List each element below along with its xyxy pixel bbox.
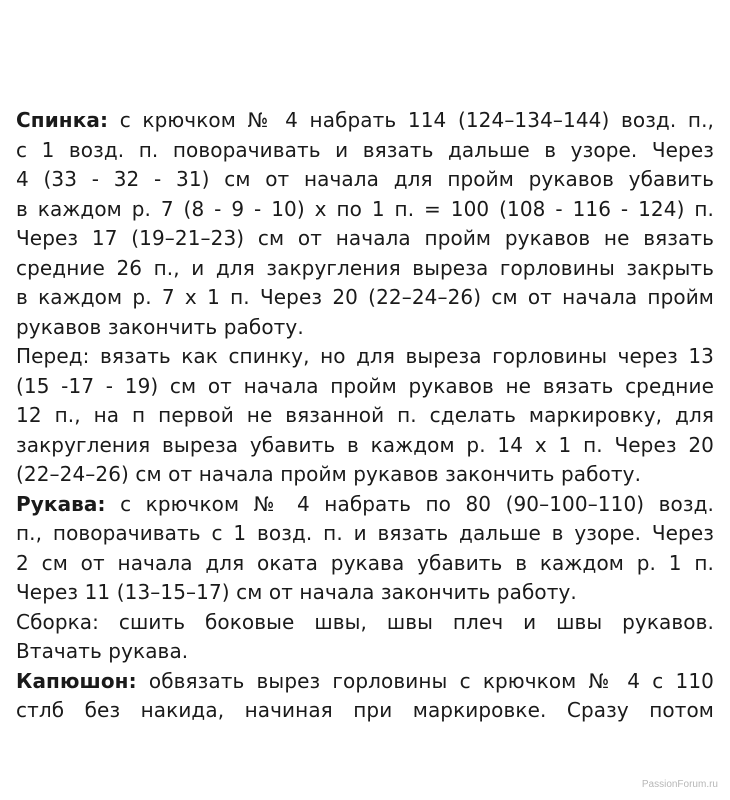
- paragraph-front: [16, 342, 714, 490]
- paragraph-back: [16, 106, 714, 342]
- text-line: средние 26 п., и для закругления выреза горловины закрыть: [16, 255, 714, 280]
- text-line: 4 (33 - 32 - 31) см от начала для пройм рукавов убавить: [16, 167, 714, 191]
- text-line: 12 п., на п первой не вязанной п. сделать маркировку, для: [16, 403, 714, 427]
- text-line: Сборка: сшить боковые швы, швы плеч и швы рукавов.: [16, 609, 714, 634]
- pattern-text: [16, 106, 714, 726]
- text-line: (15 -17 - 19) см от начала пройм рукавов не вязать средние: [16, 373, 714, 398]
- text-line: Капюшон: обвязать вырез горловины с крючком № 4 с 110: [16, 668, 714, 693]
- section-heading: Капюшон:: [16, 668, 137, 693]
- paragraph-assembly: [16, 608, 714, 667]
- text-line: в каждом р. 7 (8 - 9 - 10) х по 1 п. = 100 (108 - 116 - 124) п.: [16, 196, 714, 221]
- paragraph-sleeves: [16, 490, 714, 608]
- section-heading: Рукава:: [16, 491, 106, 516]
- text-line: Втачать рукава.: [16, 639, 189, 663]
- text-line: Перед: вязать как спинку, но для выреза горловины через 13: [16, 344, 714, 368]
- text-line: Через 11 (13–15–17) см от начала закончить работу.: [16, 580, 577, 604]
- text-line: закругления выреза убавить в каждом р. 14 х 1 п. Через 20: [16, 432, 714, 457]
- text-line: 2 см от начала для оката рукава убавить в каждом р. 1 п.: [16, 550, 714, 575]
- text-line: Через 17 (19–21–23) см от начала пройм рукавов не вязать: [16, 226, 714, 250]
- text-line: Рукава: с крючком № 4 набрать по 80 (90–100–110) возд.: [16, 491, 714, 516]
- section-heading: Спинка:: [16, 108, 109, 132]
- watermark: PassionForum.ru: [641, 779, 718, 790]
- paragraph-hood: [16, 667, 714, 726]
- text-line: в каждом р. 7 х 1 п. Через 20 (22–24–26) см от начала пройм: [16, 285, 714, 309]
- text-line: п., поворачивать с 1 возд. п. и вязать дальше в узоре. Через: [16, 521, 714, 545]
- text-line: рукавов закончить работу.: [16, 314, 304, 339]
- text-line: (22–24–26) см от начала пройм рукавов закончить работу.: [16, 462, 642, 486]
- text-line: стлб без накида, начиная при маркировке. Сразу потом: [16, 698, 714, 722]
- text-line: Спинка: с крючком № 4 набрать 114 (124–134–144) возд. п.,: [16, 108, 714, 132]
- text-line: с 1 возд. п. поворачивать и вязать дальше в узоре. Через: [16, 137, 714, 162]
